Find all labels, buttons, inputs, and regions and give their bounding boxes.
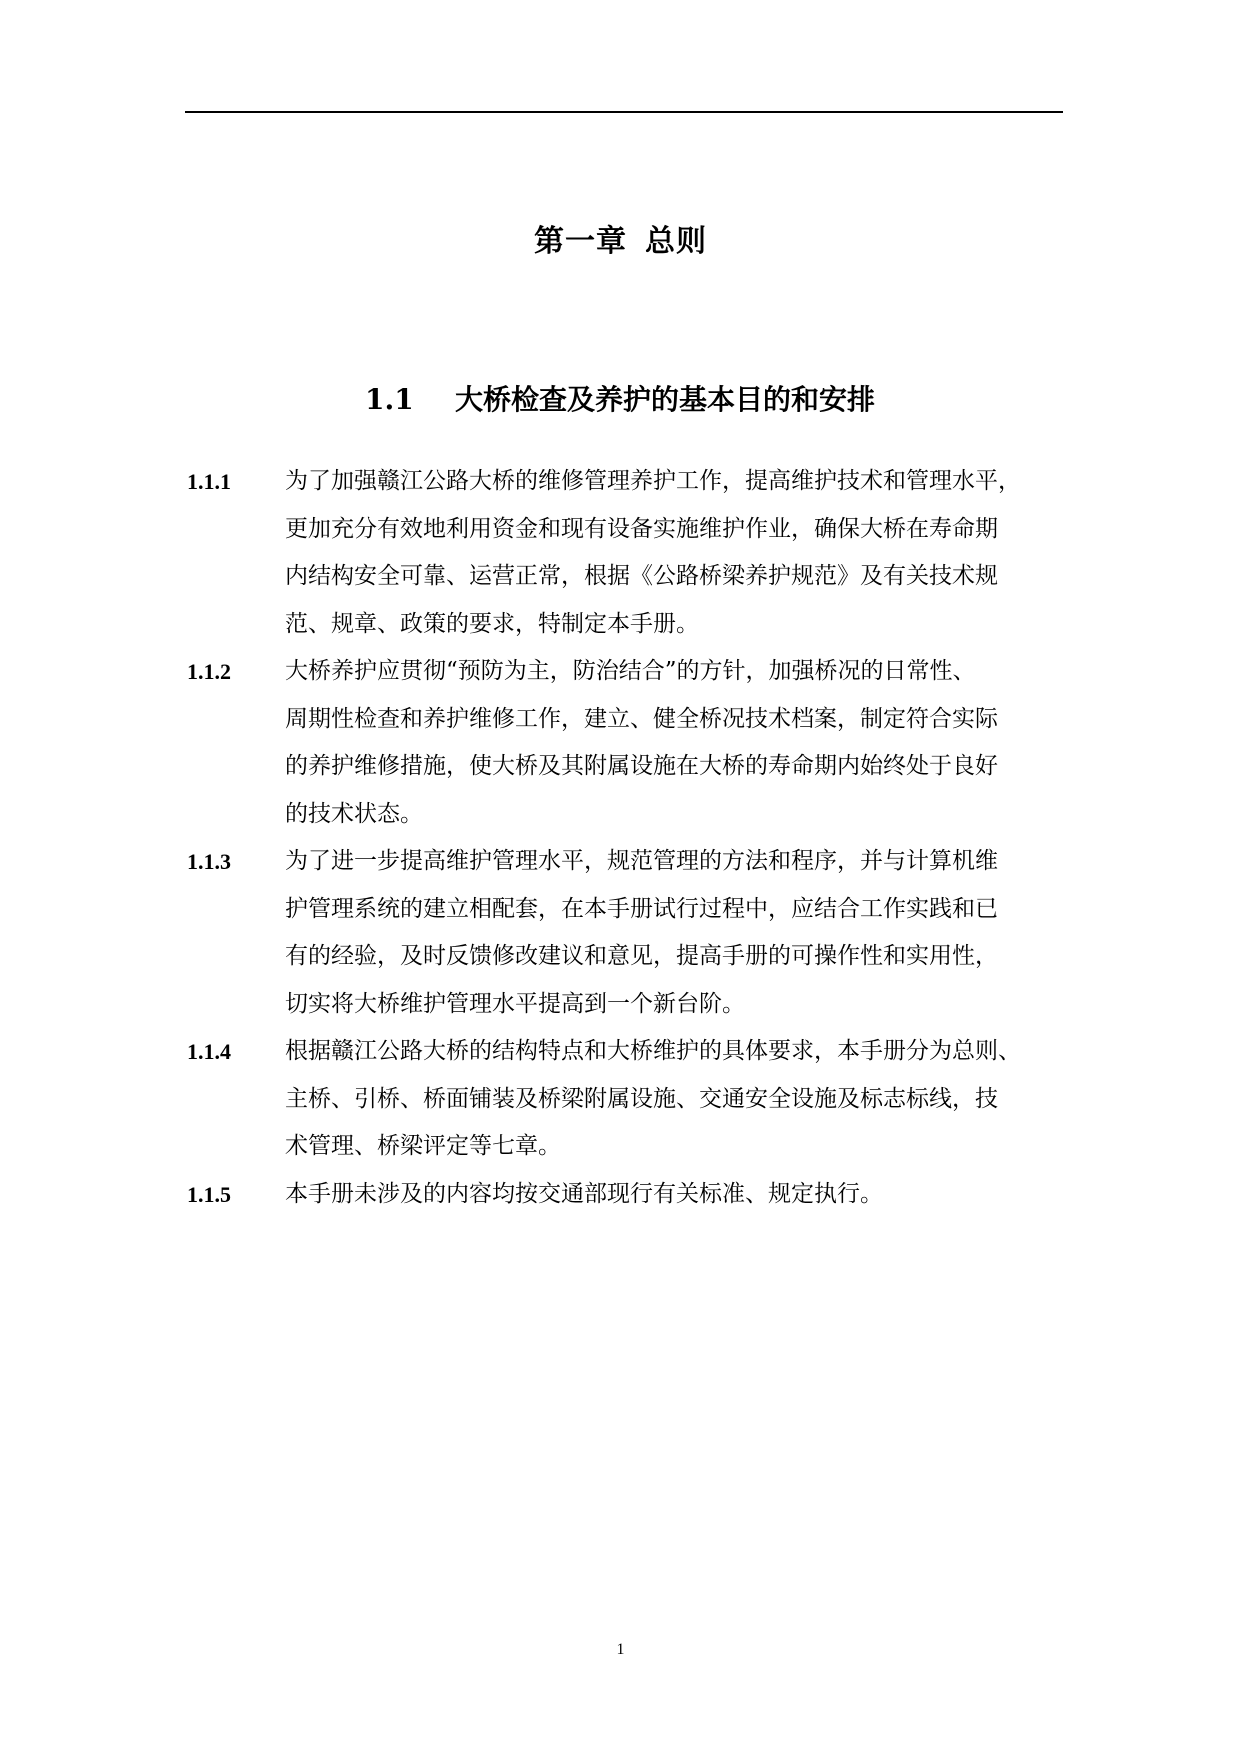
clause-1-1-1 [187,458,1087,648]
clause-line: 有的经验，及时反馈修改建议和意见，提高手册的可操作性和实用性， [285,943,998,969]
clause-number: 1.1.2 [187,659,231,684]
clause-line: 更加充分有效地利用资金和现有设备实施维护作业，确保大桥在寿命期 [285,515,998,542]
clause-1-1-3 [187,838,1087,1028]
clause-line: 术管理、桥梁评定等七章。 [285,1133,561,1159]
clause-1-1-4 [187,1028,1087,1171]
clause-number: 1.1.3 [187,849,231,874]
chapter-title [0,220,1241,264]
section-number: 1.1 [365,383,414,416]
clause-1-1-2 [187,648,1087,838]
clause-1-1-5 [187,1171,1087,1219]
section-heading [365,378,875,422]
clause-number: 1.1.1 [187,469,231,494]
clause-line: 本手册未涉及的内容均按交通部现行有关标准、规定执行。 [285,1180,883,1207]
section-title: 大桥检查及养护的基本目的和安排 [455,383,876,416]
clause-line: 切实将大桥维护管理水平提高到一个新台阶。 [285,990,745,1017]
clause-line: 根据赣江公路大桥的结构特点和大桥维护的具体要求，本手册分为总则、 [285,1038,1021,1064]
clause-number: 1.1.5 [187,1181,231,1207]
clause-line: 为了进一步提高维护管理水平，规范管理的方法和程序，并与计算机维 [285,848,998,874]
header-rule [185,111,1063,113]
chapter-name: 总则 [645,224,707,259]
clause-list [187,458,1087,1218]
page-number: 1 [616,1641,625,1658]
chapter-label: 第一章 [534,224,627,259]
clause-line: 护管理系统的建立相配套，在本手册试行过程中，应结合工作实践和已 [285,895,998,922]
clause-line: 主桥、引桥、桥面铺装及桥梁附属设施、交通安全设施及标志标线，技 [285,1085,998,1112]
clause-line: 的养护维修措施，使大桥及其附属设施在大桥的寿命期内始终处于良好 [285,753,998,779]
clause-line: 为了加强赣江公路大桥的维修管理养护工作，提高维护技术和管理水平， [285,468,1021,494]
clause-line: 的技术状态。 [285,800,423,827]
clause-line: 大桥养护应贯彻“预防为主，防治结合”的方针，加强桥况的日常性、 [285,658,976,684]
clause-line: 内结构安全可靠、运营正常，根据《公路桥梁养护规范》及有关技术规 [285,563,998,589]
clause-line: 周期性检查和养护维修工作，建立、健全桥况技术档案，制定符合实际 [285,705,998,732]
clause-line: 范、规章、政策的要求，特制定本手册。 [285,610,699,637]
clause-number: 1.1.4 [187,1039,231,1064]
